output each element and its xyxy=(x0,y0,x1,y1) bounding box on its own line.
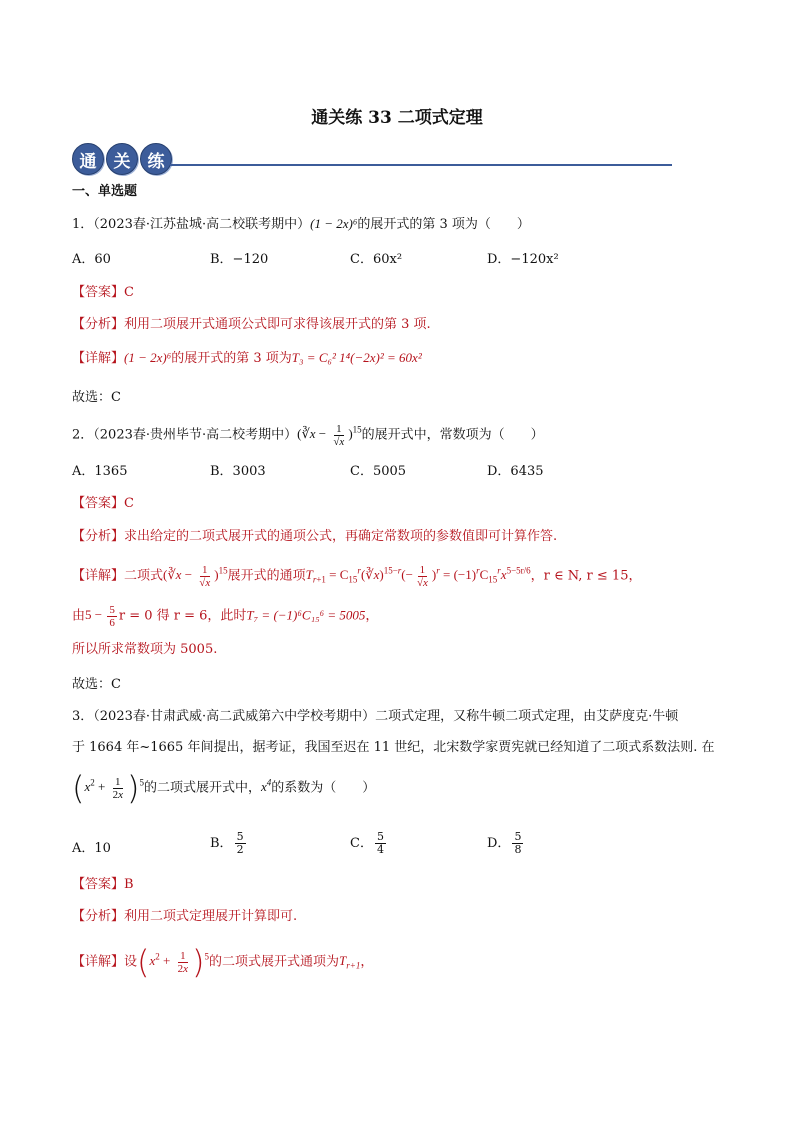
q3-expression: ($x^2$ + $\frac{1}{2x}$ )$^5$ xyxy=(72,769,144,808)
q1-expression: (1 − 2x)⁶ xyxy=(310,216,358,231)
page-title: 通关练 33 二项式定理 xyxy=(311,108,483,128)
section-logo xyxy=(72,143,172,175)
detail-condition: ，r ∈ N, r ≤ 15， xyxy=(530,568,642,584)
analysis-text: 利用二项展开式通项公式即可求得该展开式的第 3 项. xyxy=(124,317,431,332)
detail-tail: 的二项式展开式通项为 xyxy=(209,954,340,970)
q3-option-b: B． $\frac{5}{2}$ xyxy=(210,830,244,856)
q3-stem-tail: 的二项式展开式中， xyxy=(143,780,261,796)
q2-option-a: A．1365 xyxy=(72,464,128,479)
q1-suffix: 的展开式的第 3 项为（ ） xyxy=(357,217,530,232)
q1-detail xyxy=(72,349,422,368)
q2-conclusion: 所以所求常数项为 5005. xyxy=(72,642,218,657)
detail-term: $T_{r+1}$ xyxy=(339,953,361,972)
answer-value: C xyxy=(124,496,134,511)
q3-analysis xyxy=(72,908,297,926)
detail-lead: 二项式 xyxy=(124,568,164,584)
detail-mid: 展开式的通项 xyxy=(227,568,306,584)
q3-stem-end: 的系数为（ ） xyxy=(271,780,376,796)
header-rule xyxy=(170,164,672,166)
q1-choice: 故选：C xyxy=(72,390,121,405)
q1-option-d: D．−120x² xyxy=(487,252,559,267)
answer-value: C xyxy=(124,285,134,300)
analysis-tag: 【分析】 xyxy=(72,909,125,924)
detail-tag: 【详解】 xyxy=(72,351,125,366)
analysis-text: 求出给定的二项式展开式的通项公式，再确定常数项的参数值即可计算作答. xyxy=(124,529,558,544)
q1-source: 1．（2023春·江苏盐城·高二校联考期中） xyxy=(72,217,311,232)
q2-detail-line2 xyxy=(72,604,378,629)
q3-power: $x^4$ xyxy=(261,778,272,795)
q1-option-c: C．60x² xyxy=(350,252,403,267)
detail-text: 的展开式的第 3 项为 xyxy=(171,351,292,366)
analysis-text: 利用二项式定理展开计算即可. xyxy=(124,909,298,924)
q3-stem-line3 xyxy=(72,769,376,808)
detail-expression: (1 − 2x)⁶ xyxy=(124,350,172,365)
answer-tag: 【答案】 xyxy=(72,496,125,511)
detail-general-term: $T_{r+1}$ = $C_{15}^r(∛x)^{15-r}(-$ $\frac{1}{√x}$ )$^r = (-1)^rC_{15}^rx^{5-5r/6}$ xyxy=(305,564,531,589)
q2-expression: (∛x − $\frac{1}{√x}$ )$^{15}$ xyxy=(297,423,362,448)
detail-tag: 【详解】 xyxy=(72,568,125,584)
q1-answer xyxy=(72,284,134,302)
answer-value: B xyxy=(124,877,134,892)
q3-stem-line2: 于 1664 年~1665 年间提出，据考证，我国至迟在 11 世纪，北宋数学家贾宪就已经知道了二项式系数法则. 在 xyxy=(72,740,715,755)
detail-tag: 【详解】 xyxy=(72,954,125,970)
detail-lead: 设 xyxy=(124,954,138,970)
q2-analysis xyxy=(72,528,557,546)
analysis-tag: 【分析】 xyxy=(72,317,125,332)
answer-tag: 【答案】 xyxy=(72,877,125,892)
analysis-tag: 【分析】 xyxy=(72,529,125,544)
line2-lead: 由 xyxy=(72,608,86,624)
logo-char: 练 xyxy=(140,143,172,175)
logo-char: 关 xyxy=(106,143,138,175)
q2-option-b: B．3003 xyxy=(210,464,266,479)
q1-option-a: A．60 xyxy=(72,252,111,267)
q2-option-c: C．5005 xyxy=(350,464,407,479)
q2-option-d: D．6435 xyxy=(487,464,544,479)
q2-detail xyxy=(72,564,641,589)
q2-answer xyxy=(72,495,134,513)
q3-detail xyxy=(72,943,374,982)
q1-analysis xyxy=(72,316,431,334)
q2-choice: 故选：C xyxy=(72,677,121,692)
q1-stem xyxy=(72,215,530,234)
q3-answer xyxy=(72,876,134,894)
detail-end: ， xyxy=(360,954,374,970)
q2-suffix: 的展开式中，常数项为（ ） xyxy=(361,427,544,443)
detail-expression: ($x^2$ + $\frac{1}{2x}$ )$^5$ xyxy=(137,943,210,982)
answer-tag: 【答案】 xyxy=(72,285,125,300)
line2-end: ， xyxy=(365,608,379,624)
section-heading: 一、单选题 xyxy=(72,184,138,199)
q3-option-d: D． $\frac{5}{8}$ xyxy=(487,830,522,856)
q1-option-b: B．−120 xyxy=(210,252,269,267)
q2-stem xyxy=(72,423,544,448)
detail-formula: T₃ = C₆² 1⁴(−2x)² = 60x² xyxy=(291,350,422,365)
q3-stem-line1: 3．（2023春·甘肃武威·高二武威第六中学校考期中）二项式定理，又称牛顿二项式定理，由艾萨度克·牛顿 xyxy=(72,709,679,724)
q3-option-c: C． $\frac{5}{4}$ xyxy=(350,830,384,856)
detail-expression: (∛x − $\frac{1}{√x}$ )$^{15}$ xyxy=(163,564,228,589)
q3-option-a: A．10 xyxy=(72,841,111,856)
line2-mid: r = 0 得 r = 6，此时 xyxy=(118,608,247,624)
line2-formula: T₇ = (−1)⁶C₁₅⁶ = 5005 xyxy=(246,607,366,623)
q2-source: 2．（2023春·贵州毕节·高二校考期中） xyxy=(72,427,298,443)
logo-char: 通 xyxy=(72,143,104,175)
line2-equation: 5 − $\frac{5}{6}$ xyxy=(85,604,115,629)
